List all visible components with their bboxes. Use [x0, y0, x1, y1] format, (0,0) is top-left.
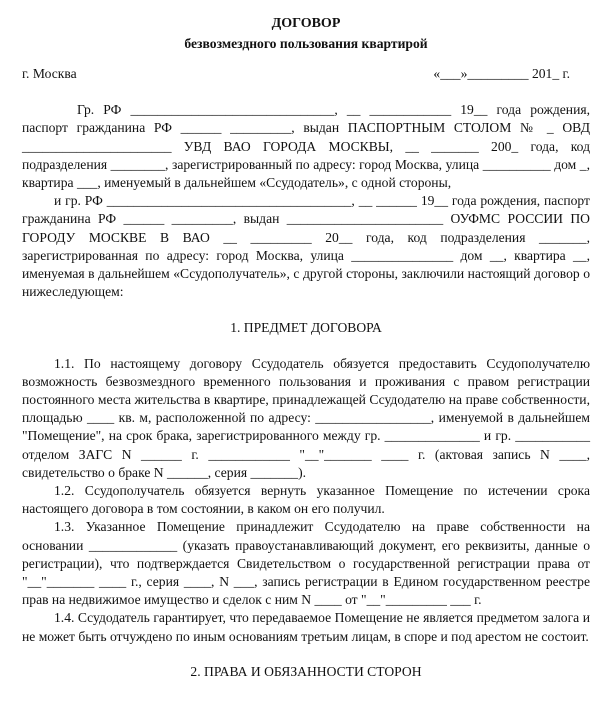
clause-1-1: 1.1. По настоящему договору Ссудодатель обязуется предоставить Ссудополучателю возможность безвозмездного временного пользования и проживания с правом регистрации постоянного места жительства в квартире, принадлежащей Ссудодателю на праве собственности, площадью ____ кв. м, расположенной по адресу: _________________, именуемой в дальнейшем "Помещение", на срок брака, зарегистрированного между гр. ______________ и гр. ___________ отделом ЗАГС N ______ г. ____________ "__"_______ ____ г. (актовая запись N ____, свидетельство о браке N ______, серия _______).: [22, 355, 590, 480]
place-date-row: [22, 65, 590, 83]
clause-1-4: 1.4. Ссудодатель гарантирует, что передаваемое Помещение не является предметом залога и не может быть отчуждено по иным основаниям третьим лицам, в споре и под арестом не состоит.: [22, 610, 590, 644]
clause-1-3: 1.3. Указанное Помещение принадлежит Ссудодателю на праве собственности на основании _____________ (указать правоустанавливающий документ, его реквизиты, данные о регистрации), что подтверждается Свидетельством о государственной регистрации права от "__"_______ ____ г., серия ____, N ___, запись регистрации в Едином государственном реестре прав на недвижимое имущество и сделок с ним N ____ от "__"_________ ___ г.: [22, 519, 590, 608]
document-title: ДОГОВОР: [271, 16, 341, 31]
document-page: [0, 15, 598, 725]
clause-1-2: 1.2. Ссудополучатель обязуется вернуть указанное Помещение по истечении срока настоящего договора в том состоянии, в каком он его получил.: [22, 483, 590, 517]
section-2-title: 2. ПРАВА И ОБЯЗАННОСТИ СТОРОН: [190, 663, 422, 679]
section-1-title: 1. ПРЕДМЕТ ДОГОВОРА: [230, 320, 382, 336]
party-borrower-paragraph: и гр. РФ ____________________________________, __ ______ 19__ года рождения, паспорт гражданина РФ ______ _________, выдан _______________________ ОУФМС РОССИИ ПО ГОРОДУ МОСКВЕ В ВАО __ _________ 20__ года, код подразделения _______, зарегистрированная по адресу: город Москва, улица _______________ дом __, квартира __, именуемая в дальнейшем «Ссудополучатель», с другой стороны, заключили настоящий договор о нижеследующем:: [22, 193, 590, 300]
party-lender-paragraph: Гр. РФ ______________________________, __ ____________ 19__ года рождения, паспорт гражданина РФ ______ _________, выдан ПАСПОРТНЫМ СТОЛОМ № _ ОВД ______________________ УВД ВАО ГОРОДА МОСКВЫ, __ _______ 200_ года, код подразделения ________, зарегистрированный по адресу: город Москва, улица __________ дом _, квартира ___, именуемый в дальнейшем «Ссудодатель», с одной стороны,: [22, 102, 590, 191]
city: г. Москва: [22, 66, 77, 81]
document-subtitle: безвозмездного пользования квартирой: [184, 36, 428, 51]
contract-date: «___»_________ 201_ г.: [433, 66, 570, 81]
